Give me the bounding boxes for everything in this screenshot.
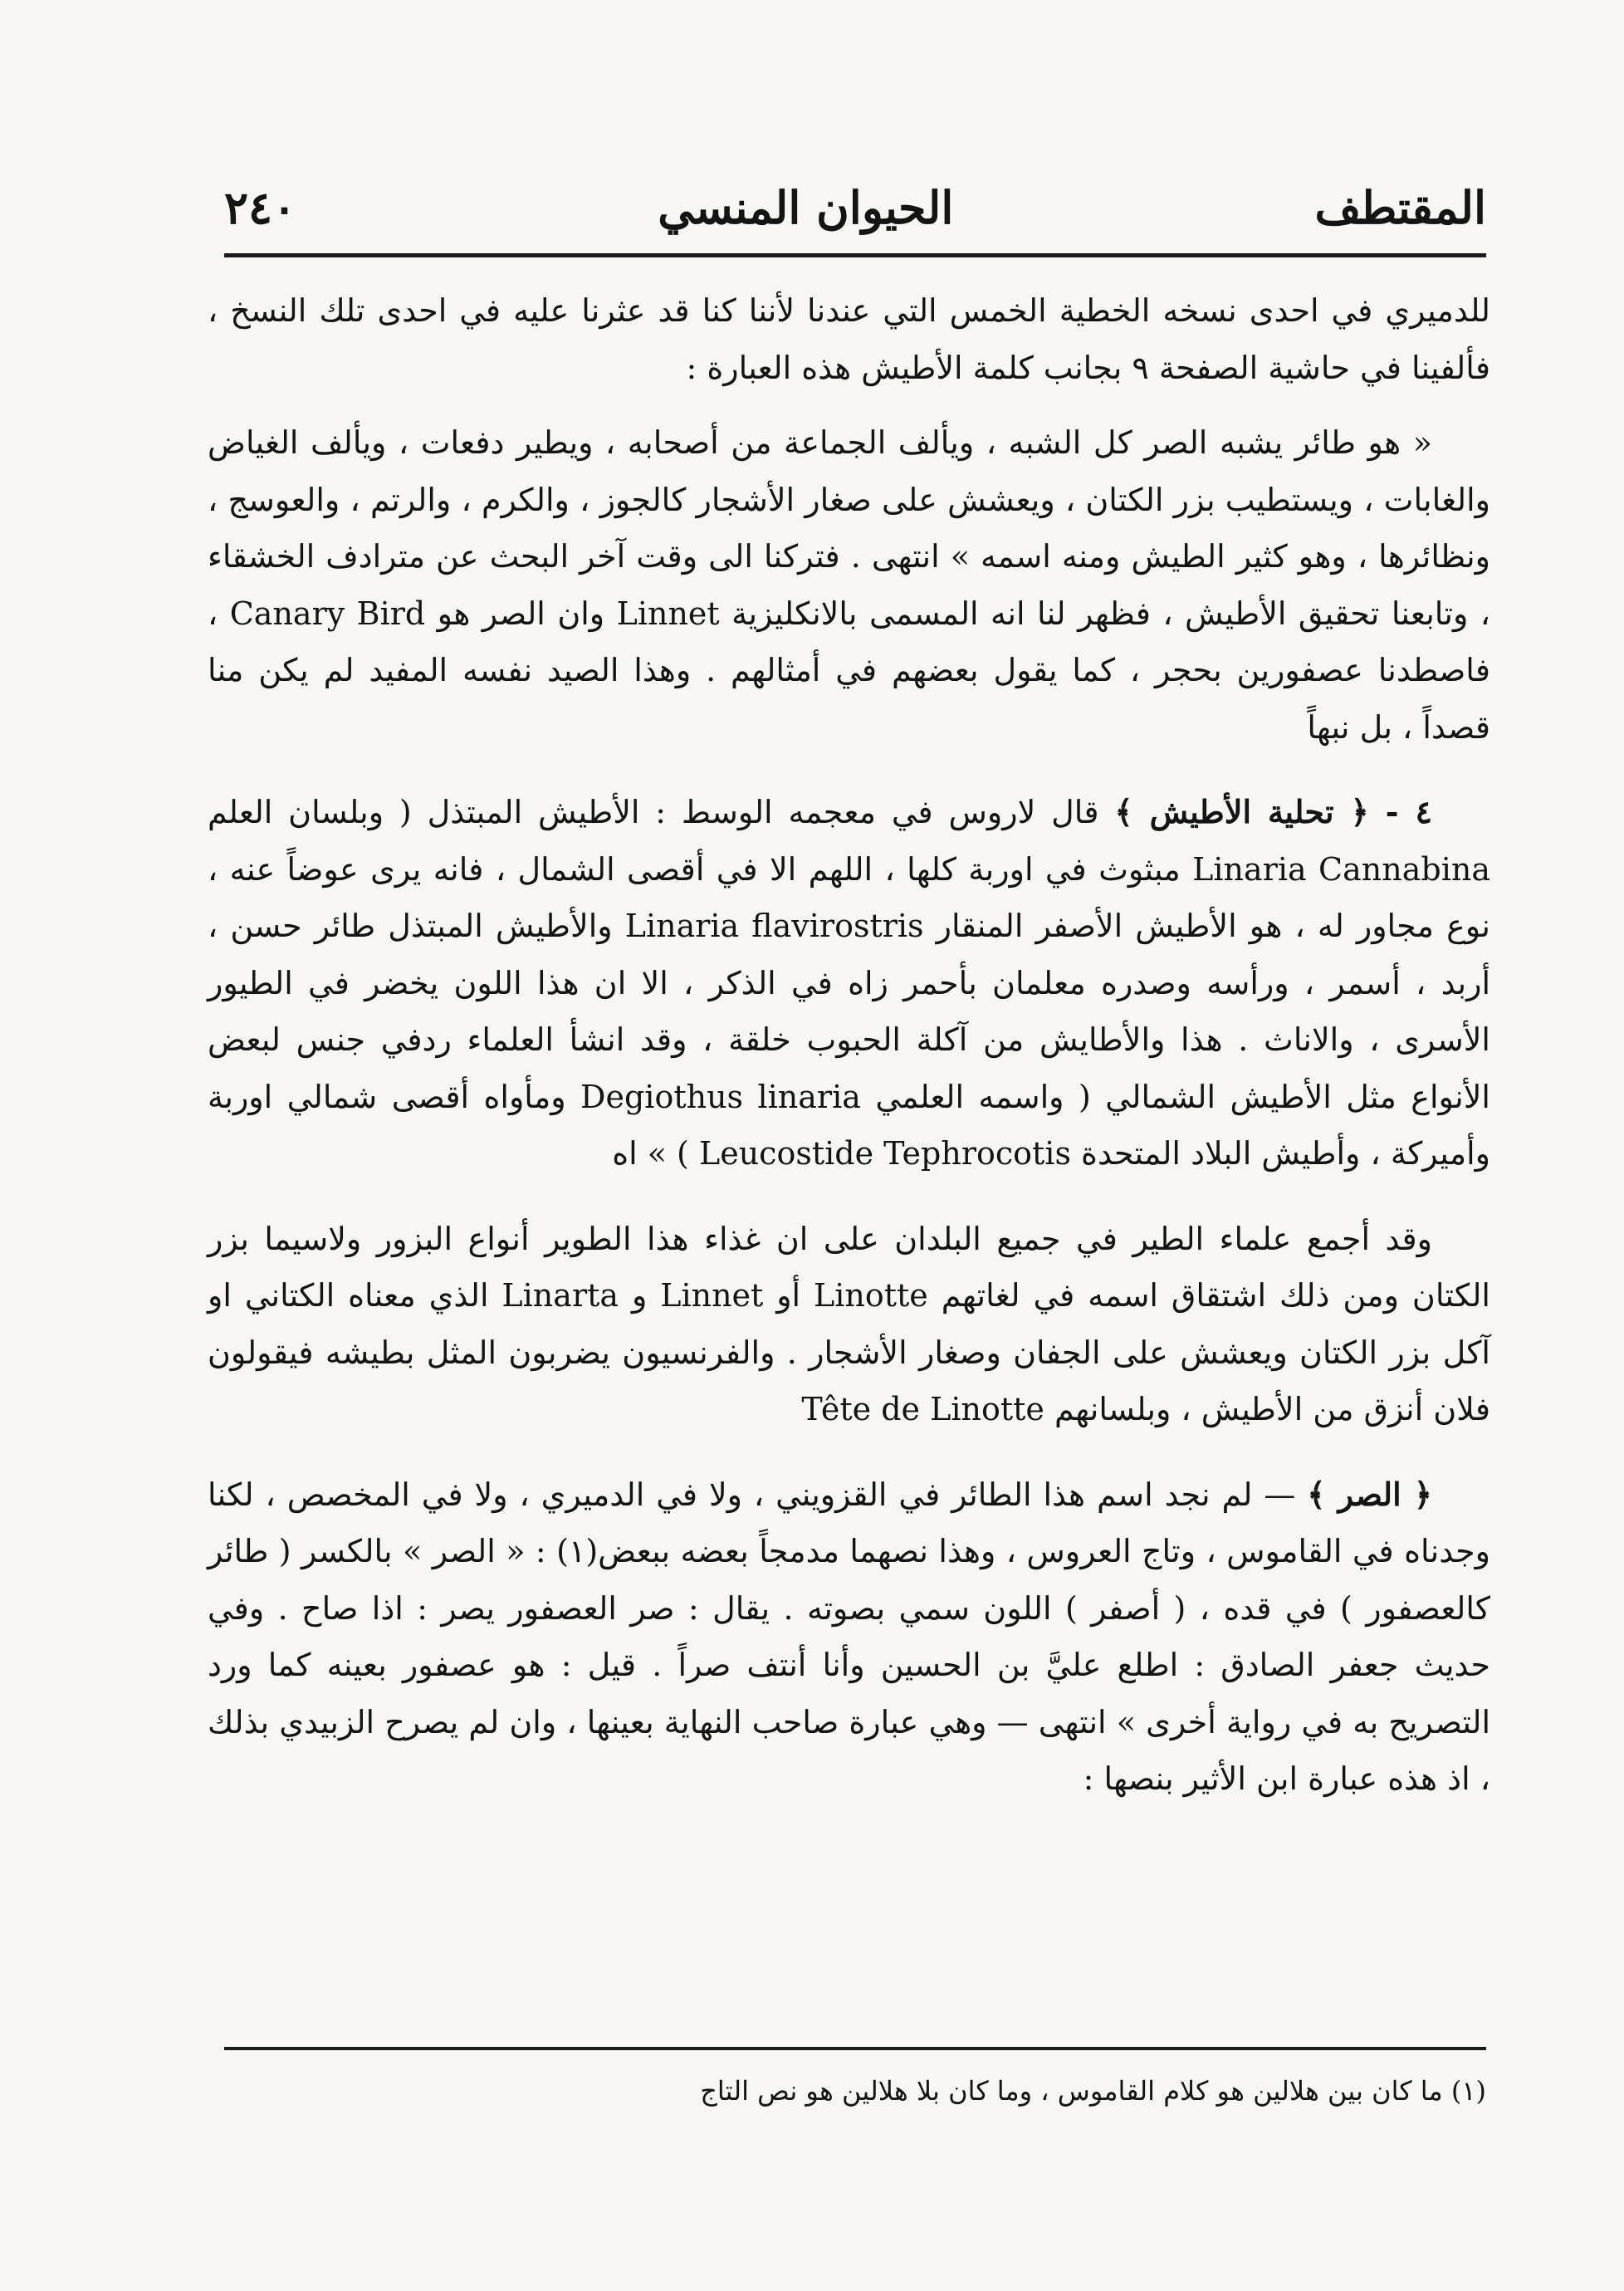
article-title: الحيوان المنسي xyxy=(658,181,954,234)
paragraph-4: وقد أجمع علماء الطير في جميع البلدان على ان غذاء هذا الطوير أنواع البزور ولاسيما بزر الكتان ومن ذلك اشتقاق اسمه في لغاتهم Linotte أو Linnet و Linarta الذي معناه الكتاني او آكل بزر الكتان ويعشش على الجفان وصغار الأشجار . والفرنسيون يضربون المثل بطيشه فيقولون فلان أنزق من الأطيش ، وبلسانهم Tête de Linotte xyxy=(208,1220,1490,1427)
footnote: (١) ما كان بين هلالين هو كلام القاموس ، وما كان بلا هلالين هو نص التاج xyxy=(700,2075,1486,2107)
footnote-rule xyxy=(224,2047,1486,2050)
article-body xyxy=(208,282,1490,1808)
paragraph-3 xyxy=(208,784,1490,1182)
paragraph-5 xyxy=(208,1466,1490,1808)
paragraph-2: « هو طائر يشبه الصر كل الشبه ، ويألف الجماعة من أصحابه ، ويطير دفعات ، ويألف الغياض والغابات ، ويستطيب بزر الكتان ، ويعشش على صغار الأشجار كالجوز ، والكرم ، والرتم ، والعوسج ، ونظائرها ، وهو كثير الطيش ومنه اسمه » انتهى . فتركنا الى وقت آخر البحث عن مترادف الخشقاء ، وتابعنا تحقيق الأطيش ، فظهر لنا انه المسمى بالانكليزية Linnet وان الصر هو Canary Bird ، فاصطدنا عصفورين بحجر ، كما يقول بعضهم في أمثالهم . وهذا الصيد نفسه المفيد لم يكن منا قصداً ، بل نبهاً xyxy=(208,424,1491,746)
page-header xyxy=(224,174,1486,241)
paragraph-5-text: — لم نجد اسم هذا الطائر في القزويني ، ولا في الدميري ، ولا في المخصص ، لكنا وجدناه في القاموس ، وتاج العروس ، وهذا نصهما مدمجاً بعضه ببعض(١) : « الصر » بالكسر ( طائر كالعصفور ) في قده ، ( أصفر ) اللون سمي بصوته . يقال : صر العصفور يصر : اذا صاح . وفي حديث جعفر الصادق : اطلع عليَّ بن الحسين وأنا أنتف صراً . قيل : هو عصفور بعينه كما ورد التصريح به في رواية أخرى » انتهى — وهي عبارة صاحب النهاية بعينها ، وان لم يصرح الزبيدي بذلك ، اذ هذه عبارة ابن الأثير بنصها : xyxy=(208,1476,1491,1797)
paragraph-3-text: قال لاروس في معجمه الوسط : الأطيش المبتذل ( وبلسان العلم Linaria Cannabina مبثوث في اوربة كلها ، اللهم الا في أقصى الشمال ، فانه يرى عوضاً عنه ، نوع مجاور له ، هو الأطيش الأصفر المنقار Linaria flavirostris والأطيش المبتذل طائر حسن ، أربد ، أسمر ، ورأسه وصدره معلمان بأحمر زاه في الذكر ، الا ان هذا اللون يخضر في الطيور الأسرى ، والاناث . هذا والأطايش من آكلة الحبوب خلقة ، وقد انشأ العلماء ردفي جنس لبعض الأنواع مثل الأطيش الشمالي ( واسمه العلمي Degiothus linaria ومأواه أقصى شمالي اوربة وأميركة ، وأطيش البلاد المتحدة Leucostide Tephrocotis ) » اه xyxy=(208,794,1490,1172)
header-rule xyxy=(224,253,1486,257)
section-heading-tahliyat-al-atyash: ٤ - ﴿ تحلية الأطيش ﴾ xyxy=(1114,793,1432,830)
section-heading-al-sirr: ﴿ الصر ﴾ xyxy=(1307,1475,1432,1513)
paragraph-1: للدميري في احدى نسخه الخطية الخمس التي عندنا لأننا كنا قد عثرنا عليه في احدى تلك النسخ ، فألفينا في حاشية الصفحة ٩ بجانب كلمة الأطيش هذه العبارة : xyxy=(208,292,1490,386)
journal-name: المقتطف xyxy=(1314,181,1486,234)
page-number: ٢٤٠ xyxy=(224,181,297,234)
